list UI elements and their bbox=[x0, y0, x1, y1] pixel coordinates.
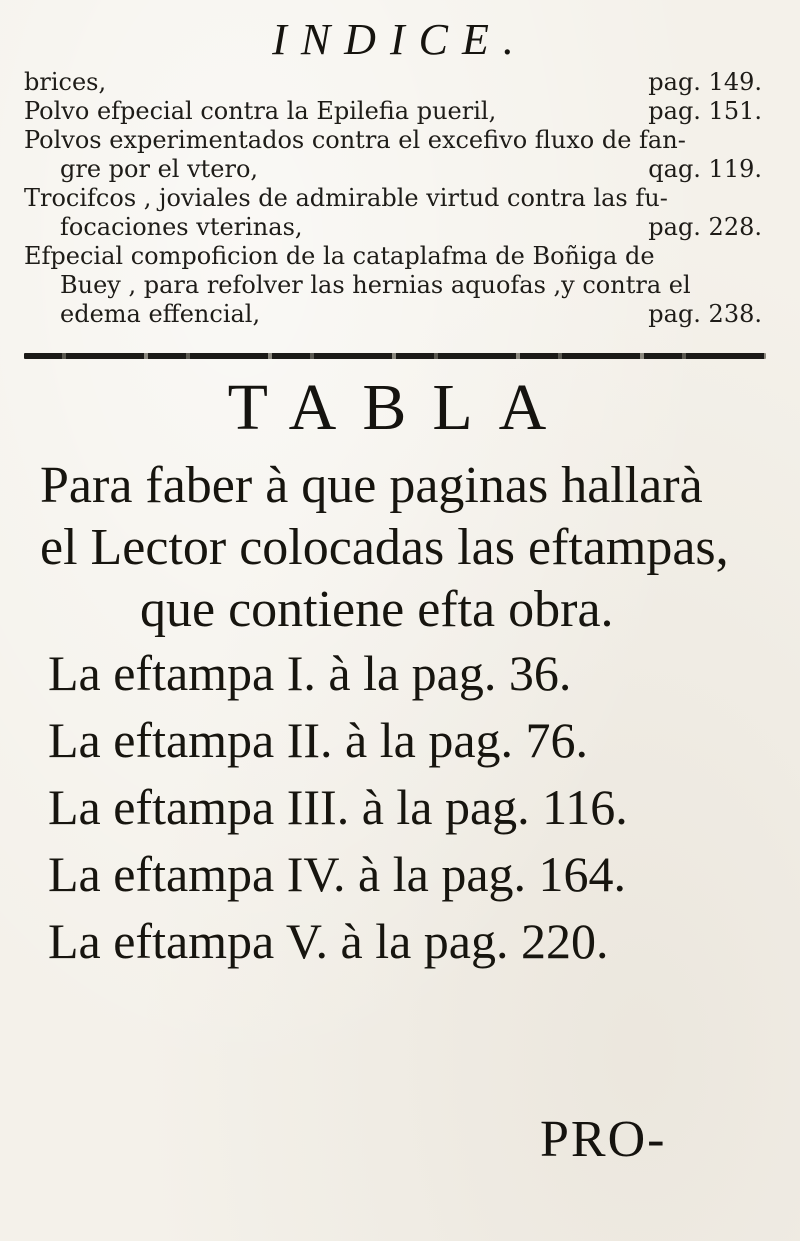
plate-entry: La eftampa II. à la pag. 76. bbox=[48, 712, 589, 768]
plate-entry: La eftampa III. à la pag. 116. bbox=[48, 779, 628, 835]
index-entry bbox=[24, 97, 764, 126]
entry-text: brices, bbox=[24, 68, 107, 96]
catchword: PRO- bbox=[540, 1111, 667, 1168]
section-divider-rule bbox=[24, 353, 766, 359]
entry-page: pag. 151. bbox=[648, 97, 762, 125]
entry-text: Polvo efpecial contra la Epilefia pueril, bbox=[24, 97, 497, 125]
entry-text: edema effencial, bbox=[60, 300, 261, 328]
tabla-heading: TABLA bbox=[227, 371, 573, 444]
entry-page bbox=[762, 184, 764, 213]
entry-text: gre por el vtero, bbox=[60, 155, 259, 183]
tabla-intro bbox=[40, 455, 760, 641]
entry-page bbox=[762, 242, 764, 271]
entry-page: qag. 119. bbox=[648, 155, 762, 183]
entry-text: Polvos experimentados contra el excefivo fluxo de fan- bbox=[24, 126, 686, 154]
index-entry bbox=[24, 271, 764, 300]
index-entry bbox=[24, 68, 764, 97]
index-entry bbox=[24, 126, 764, 155]
index-entry bbox=[24, 184, 764, 213]
entry-page bbox=[762, 126, 764, 155]
entry-page: pag. 238. bbox=[648, 300, 762, 328]
index-entry bbox=[24, 242, 764, 271]
intro-line: el Lector colocadas las eftampas, bbox=[40, 519, 729, 576]
entry-page bbox=[762, 271, 764, 300]
plate-entry: La eftampa I. à la pag. 36. bbox=[48, 645, 572, 701]
entry-text: Efpecial compoficion de la cataplafma de Boñiga de bbox=[24, 242, 655, 270]
plate-entry: La eftampa IV. à la pag. 164. bbox=[48, 846, 627, 902]
intro-line: que contiene efta obra. bbox=[140, 581, 614, 638]
intro-line: Para faber à que paginas hallarà bbox=[40, 457, 703, 514]
entry-text: Trocifcos , joviales de admirable virtud contra las fu- bbox=[24, 184, 668, 212]
plate-entry: La eftampa V. à la pag. 220. bbox=[48, 913, 609, 969]
entry-page: pag. 228. bbox=[648, 213, 762, 241]
index-entries bbox=[24, 68, 764, 329]
entry-text: focaciones vterinas, bbox=[60, 213, 303, 241]
entry-text: Buey , para refolver las hernias aquofas ,y contra el bbox=[60, 271, 691, 299]
entry-page: pag. 149. bbox=[648, 68, 762, 96]
index-entry bbox=[24, 213, 764, 242]
running-header: INDICE. bbox=[272, 15, 528, 64]
index-entry bbox=[24, 300, 764, 329]
plate-list bbox=[48, 640, 768, 975]
index-entry bbox=[24, 155, 764, 184]
